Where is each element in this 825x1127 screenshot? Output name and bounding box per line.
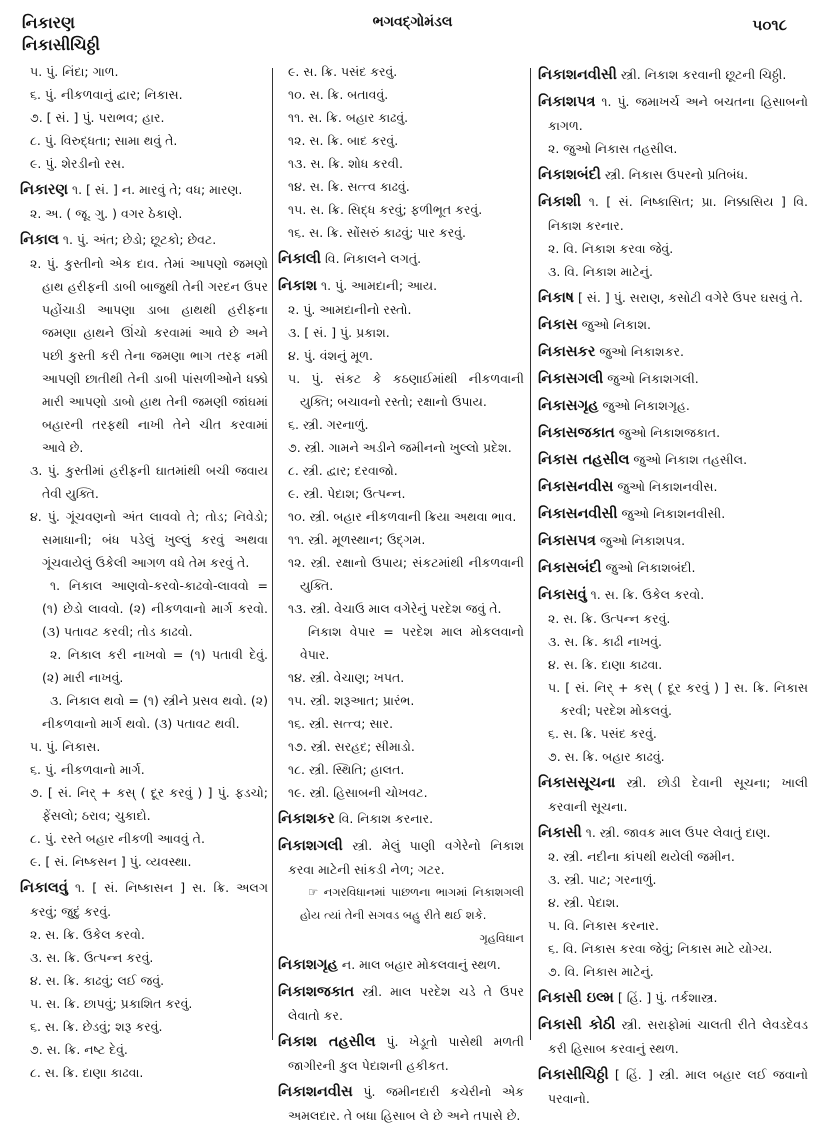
definition-text: ૯. સ. ક્રિ. પસંદ કરવું. — [288, 64, 398, 79]
sense-line — [20, 60, 268, 83]
definition-text: ૩. સ. ક્રિ. ઉત્પન્ન કરવું. — [30, 950, 154, 965]
headword: નિકાશી — [538, 194, 582, 210]
definition-text: ૧૬. સ. ક્રિ. સોંસરું કાઢવું; પાર કરવું. — [288, 225, 466, 240]
dictionary-entry — [538, 340, 808, 364]
definition-text: ૧૪. સ. ક્રિ. સત્ત્વ કાઢવું. — [288, 179, 410, 194]
dictionary-entry — [538, 583, 808, 607]
dictionary-entry — [20, 178, 268, 202]
definition-text: ૩. સ્ત્રી. પાટ; ગરનાળું. — [548, 872, 657, 887]
definition-text: [ હિં. ] સ્ત્રી. માલ બહાર લઈ જવાનો પરવાનો. — [548, 1067, 808, 1106]
sense-line — [278, 413, 524, 436]
sense-line — [20, 735, 268, 758]
definition-text: [ સં. ] પું. સરાણ, કસોટી વગેરે ઉપર ઘસવું તે. — [573, 290, 803, 305]
dictionary-entry — [538, 502, 808, 526]
sense-line — [538, 914, 808, 937]
sense-line — [20, 992, 268, 1015]
definition-text: ૯. સ્ત્રી. પેદાશ; ઉત્પન્ન. — [288, 486, 406, 501]
definition-text: [ હિં. ] પું. તર્કશાસ્ત્ર. — [613, 990, 718, 1005]
dictionary-entry — [538, 313, 808, 337]
definition-text: ૪. સ. ક્રિ. દાણા કાઢવા. — [548, 657, 663, 672]
definition-text: ૧૧. સ. ક્રિ. બહાર કાઢવું. — [288, 110, 409, 125]
dictionary-entry — [538, 1063, 808, 1110]
definition-text: ૧. [ સં. નિષ્કાસન ] સ. ક્રિ. અલગ કરવું; જુદું કરવું. — [30, 880, 268, 919]
headword: નિકાસીચિઠ્ઠી — [538, 1067, 609, 1083]
sense-line — [278, 344, 524, 367]
definition-text: સ્ત્રી. માલ પરદેશ ચડે તે ઉપર લેવાતો કર. — [288, 984, 524, 1023]
headword: નિકાસપત્ર — [538, 533, 596, 549]
sense-line — [20, 202, 268, 225]
headword: નિકાસ તહસીલ — [538, 452, 630, 468]
definition-text: ૯. [ સં. નિષ્કસન ] પું. વ્યવસ્થા. — [30, 854, 192, 869]
headword: નિકાસી કોઠી — [538, 1017, 616, 1033]
headword: નિકાશગલી — [278, 838, 343, 854]
column-divider — [272, 68, 273, 1040]
sense-line — [278, 482, 524, 505]
dictionary-entry — [278, 1030, 524, 1077]
definition-text: ૧. સ. ક્રિ. ઉકેલ કરવો. — [586, 587, 705, 602]
definition-text: પું. ખેડૂતો પાસેથી મળતી જાગીરની કુલ પેદાશની હકીકત. — [288, 1034, 525, 1073]
citation-source — [278, 927, 524, 950]
sense-line — [538, 960, 808, 983]
dictionary-entry — [278, 807, 524, 831]
column-divider — [530, 68, 531, 1040]
headword: નિકાસનવીસ — [538, 479, 614, 495]
definition-text: ૬. સ્ત્રી. ગરનાળું. — [288, 417, 369, 432]
definition-text: ૨. વિ. નિકાશ કરવા જેવું. — [548, 241, 674, 256]
sense-line — [538, 868, 808, 891]
headword: નિકાસજકાત — [538, 425, 615, 441]
dictionary-entry — [538, 986, 808, 1010]
headword: નિકાસકર — [538, 344, 596, 360]
definition-text: સ્ત્રી. સરાફોમાં ચાલતી રીતે લેવડદેવડ કરી હિસાબ કરવાનું સ્થળ. — [548, 1017, 808, 1056]
definition-text: ૩. પું. કુસ્તીમાં હરીફની ઘાતમાંથી બચી જવાય તેવી યુક્તિ. — [30, 463, 268, 501]
definition-text: જુઓ નિકાશ. — [577, 317, 651, 332]
definition-text: ૭. [ સં. નિર્ + કસ્ ( દૂર કરવું ) ] પું. ફડચો; ફેંસલો; ઠરાવ; ચુકાદો. — [30, 785, 268, 823]
sense-line — [538, 937, 808, 960]
dictionary-entry — [538, 63, 808, 87]
sense-line — [538, 630, 808, 653]
definition-text: ગૃહવિધાન — [479, 931, 524, 945]
headword: નિકાસગૃહ — [538, 398, 599, 414]
sense-line — [20, 827, 268, 850]
sense-line — [538, 653, 808, 676]
sense-line — [20, 1061, 268, 1084]
page-number: ૫૦૧૮ — [752, 16, 787, 34]
sense-line — [278, 175, 524, 198]
headword: નિકાશપત્ર — [538, 94, 596, 110]
sense-line — [20, 781, 268, 827]
sense-line — [538, 722, 808, 745]
dictionary-entry — [278, 980, 524, 1027]
sense-line — [538, 676, 808, 722]
definition-text: ૧૨. સ્ત્રી. રક્ષાનો ઉપાય; સંકટમાંથી નીકળવાની યુક્તિ. — [288, 555, 524, 593]
definition-text: ૮. સ્ત્રી. દ્વાર; દરવાજો. — [288, 463, 398, 478]
definition-text: ૧૩. સ્ત્રી. વેચાઉ માલ વગેરેનું પરદેશ જવું તે. — [288, 601, 502, 616]
sense-line — [538, 137, 808, 160]
dictionary-entry — [278, 247, 524, 271]
definition-text: ૭. વિ. નિકાસ માટેનું. — [548, 964, 654, 979]
definition-text: જુઓ નિકાશનવીસી. — [617, 506, 726, 521]
definition-text: ૨. નિકાલ કરી નાખવો = (૧) પતાવી દેવું. (૨) મારી નાખવું. — [42, 647, 268, 685]
headword: નિકાલી — [278, 251, 321, 267]
sense-line — [278, 83, 524, 106]
definition-text: સ્ત્રી. નિકાસ ઉપરનો પ્રતિબંધ. — [600, 167, 749, 182]
sense-line — [20, 1015, 268, 1038]
sense-line — [20, 129, 268, 152]
dictionary-entry — [278, 1080, 524, 1127]
definition-text: જુઓ નિકાશગલી. — [603, 371, 699, 386]
definition-text: ૧૬. સ્ત્રી. સત્ત્વ; સાર. — [288, 716, 394, 731]
definition-text: સ્ત્રી. છોડી દેવાની સૂચના; ખાલી કરવાની સૂચના. — [548, 775, 808, 814]
dictionary-entry — [538, 475, 808, 499]
definition-text: ૪. સ્ત્રી. પેદાશ. — [548, 895, 620, 910]
definition-text: ન. માલ બહાર મોકલવાનું સ્થળ. — [337, 957, 501, 972]
headword: નિકાશગૃહ — [278, 957, 338, 973]
sense-line — [20, 923, 268, 946]
dictionary-entry — [538, 771, 808, 818]
sense-line — [278, 758, 524, 781]
definition-text: ૭. સ. ક્રિ. બહાર કાઢવું. — [548, 749, 665, 764]
sense-line — [278, 152, 524, 175]
definition-text: ૧. [ સં. ] ન. મારવું તે; વધ; મારણ. — [68, 182, 243, 197]
sense-line — [20, 946, 268, 969]
definition-text: ૨. સ્ત્રી. નદીના કાંપથી થયેલી જમીન. — [548, 849, 735, 864]
sense-line — [278, 221, 524, 244]
headword: નિકારણ — [20, 182, 69, 198]
sense-line — [20, 152, 268, 175]
sense-line — [278, 620, 524, 666]
dictionary-entry — [538, 163, 808, 187]
sense-line — [20, 459, 268, 505]
headword: નિકાસગલી — [538, 371, 604, 387]
guide-word-first: નિકારણ — [22, 13, 75, 32]
dictionary-entry — [538, 529, 808, 553]
definition-text: ૩. નિકાલ થવો = (૧) સ્ત્રીને પ્રસવ થવો. (૨) નીકળવાનો માર્ગ થવો. (૩) પતાવટ થવી. — [42, 693, 268, 731]
dictionary-entry — [20, 876, 268, 923]
sense-line — [278, 528, 524, 551]
sense-line — [278, 298, 524, 321]
sense-line — [20, 969, 268, 992]
sense-line — [278, 551, 524, 597]
definition-text: સ્ત્રી. મેલું પાણી વગેરેનો નિકાશ કરવા માટેની સાંકડી નેળ; ગટર. — [288, 838, 524, 877]
sense-line — [20, 643, 268, 689]
definition-text: જુઓ નિકાશપત્ર. — [595, 533, 686, 548]
sense-line — [20, 850, 268, 873]
definition-text: ૬. સ. ક્રિ. પસંદ કરવું. — [548, 726, 657, 741]
sense-line — [538, 607, 808, 630]
sense-line — [538, 237, 808, 260]
definition-text: વિ. નિકાલને લગતું. — [320, 251, 422, 266]
definition-text: ૬. પું. નીકળવાનો માર્ગ. — [30, 762, 145, 777]
headword: નિકાષ — [538, 290, 574, 306]
definition-text: જુઓ નિકાશજકાત. — [614, 425, 721, 440]
sense-line — [20, 758, 268, 781]
sense-line — [278, 597, 524, 620]
definition-text: ૪. પું. વંશનું મૂળ. — [288, 348, 374, 363]
definition-text: ૨. જુઓ નિકાસ તહસીલ. — [548, 141, 678, 156]
definition-text: ૫. પું. નિંદા; ગાળ. — [30, 64, 119, 79]
definition-text: ૫. પું. નિકાસ. — [30, 739, 101, 754]
sense-line — [278, 367, 524, 413]
sense-line — [278, 436, 524, 459]
definition-text: ૧૨. સ. ક્રિ. બાદ કરવું. — [288, 133, 399, 148]
definition-text: જુઓ નિકાશનવીસ. — [613, 479, 718, 494]
sense-line — [538, 891, 808, 914]
definition-text: ૧૦. સ. ક્રિ. બતાવવું. — [288, 87, 389, 102]
definition-text: ૬. સ. ક્રિ. છેડવું; શરૂ કરવું. — [30, 1019, 163, 1034]
dictionary-entry — [278, 953, 524, 977]
sense-line — [278, 712, 524, 735]
definition-text: ૧. પું. આમદાની; આય. — [317, 278, 438, 293]
headword: નિકાશનવીસી — [538, 67, 617, 83]
definition-text: જુઓ નિકાશગૃહ. — [598, 398, 690, 413]
headword: નિકાશ તહસીલ — [278, 1034, 376, 1050]
sense-line — [278, 735, 524, 758]
definition-text: ૮. સ. ક્રિ. દાણા કાઢવા. — [30, 1065, 144, 1080]
headword: નિકાસ — [538, 317, 578, 333]
dictionary-entry — [538, 394, 808, 418]
sense-line — [20, 689, 268, 735]
definition-text: ૨. સ. ક્રિ. ઉકેલ કરવો. — [30, 927, 145, 942]
definition-text: ૫. સ. ક્રિ. છાપવું; પ્રકાશિત કરવું. — [30, 996, 193, 1011]
definition-text: ૬. પું. નીકળવાનું દ્વાર; નિકાસ. — [30, 87, 183, 102]
definition-text: જુઓ નિકાશ તહસીલ. — [629, 452, 748, 467]
definition-text: ૨. સ. ક્રિ. ઉત્પન્ન કરવું. — [548, 611, 671, 626]
definition-text: ૧૩. સ. ક્રિ. શોધ કરવી. — [288, 156, 403, 171]
headword: નિકાલ — [20, 232, 59, 248]
definition-text: ૧. નિકાલ આણવો-કરવો-કાઢવો-લાવવો = (૧) છેડો લાવવો. (૨) નીકળવાનો માર્ગ કરવો. (૩) પતાવટ કરવી; તોડ કાઢવો. — [42, 578, 268, 639]
dictionary-entry — [538, 556, 808, 580]
definition-text: પું. જમીનદારી કચેરીનો એક અમલદાર. તે બધા હિસાબ લે છે અને તપાસે છે. — [288, 1084, 524, 1123]
headword: નિકાસસૂચના — [538, 775, 616, 791]
guide-word-last: નિકાસીચિઠ્ઠી — [22, 35, 100, 54]
definition-text: ☞ નગરવિધાનમાં પાછળના ભાગમાં નિકાશગલી હોય ત્યાં તેની સગવડ બહુ રીતે થઈ શકે. — [300, 885, 524, 922]
definition-text: ૩. વિ. નિકાશ માટેનું. — [548, 264, 653, 279]
column-2 — [278, 60, 524, 1127]
definition-text: ૪. પું. ગૂંચવણનો અંત લાવવો તે; તોડ; નિવેડો; સમાધાની; બંધ પડેલું ખુલ્લું કરવું અથવા ગૂંચવાયેલું ઉકેલી આગળ વધે તેમ કરવું તે. — [30, 509, 268, 570]
definition-text: ૧૫. સ. ક્રિ. સિદ્ધ કરવું; ફળીભૂત કરવું. — [288, 202, 483, 217]
definition-text: ૧૭. સ્ત્રી. સરહદ; સીમાડો. — [288, 739, 415, 754]
dictionary-entry — [538, 1013, 808, 1060]
definition-text: ૫. પું. સંકટ કે કઠણાઈમાંથી નીકળવાની યુક્તિ; બચાવનો રસ્તો; રક્ષાનો ઉપાય. — [288, 371, 524, 409]
definition-text: ૧. પું. જમાખર્ચ અને બચતના હિસાબનો કાગળ. — [548, 94, 808, 133]
definition-text: સ્ત્રી. નિકાશ કરવાની છૂટની ચિઠ્ઠી. — [616, 67, 787, 82]
sense-line — [278, 106, 524, 129]
definition-text: ૨. પું. કુસ્તીનો એક દાવ. તેમાં આપણો જમણો હાથ હરીફની ડાબી બાજુથી તેની ગરદન ઉપર પહોંચાડી આપણા ડાબા હાથથી હરીફના જમણા હાથને ઊંચો કરવામાં આવે છે અને પછી કુસ્તી કરી તેના જમણા ભાગ તરફ નમી આપણી છાતીથી તેની ડાબી પાંસળીઓને ધક્કો મારી આપણો ડાબો હાથ તેની જમણી જાંઘમાં બહારની તરફથી નાખી તેને ચીત કરવામાં આવે છે. — [30, 256, 268, 455]
sense-line — [20, 1038, 268, 1061]
definition-text: ૩. [ સં. ] પું. પ્રકાશ. — [288, 325, 390, 340]
definition-text: ૧૫. સ્ત્રી. શરૂઆત; પ્રારંભ. — [288, 693, 415, 708]
headword: નિકાશબંદી — [538, 167, 601, 183]
definition-text: ૧. સ્ત્રી. જાવક માલ ઉપર લેવાતું દાણ. — [581, 825, 771, 840]
column-3 — [538, 60, 808, 1110]
sense-line — [278, 505, 524, 528]
sense-line — [278, 198, 524, 221]
definition-text: ૧. [ સં. નિષ્કાસિત; પ્રા. નિક્કાસિય ] વિ. નિકાશ કરનાર. — [548, 194, 808, 233]
dictionary-entry — [538, 90, 808, 137]
headword: નિકાલવું — [20, 880, 68, 896]
definition-text: ૨. અ. ( જૂ. ગુ. ) વગર ઠેકાણે. — [30, 206, 183, 221]
headword: નિકાસબંદી — [538, 560, 602, 576]
headword: નિકાશકર — [278, 811, 335, 827]
definition-text: વિ. નિકાશ કરનાર. — [334, 811, 434, 826]
dictionary-entry — [538, 190, 808, 237]
definition-text: ૪. સ. ક્રિ. કાઢવું; લઈ જવું. — [30, 973, 165, 988]
sense-line — [278, 459, 524, 482]
definition-text: જુઓ નિકાશકર. — [595, 344, 684, 359]
sense-line — [278, 666, 524, 689]
definition-text: ૭. [ સં. ] પું. પરાભવ; હાર. — [30, 110, 165, 125]
definition-text: ૫. [ સં. નિર્ + કસ્ ( દૂર કરવું ) ] સ. ક્રિ. નિકાસ કરવી; પરદેશ મોકલવું. — [548, 680, 808, 718]
definition-text: નિકાશ વેપાર = પરદેશ માલ મોકલવાનો વેપાર. — [300, 624, 524, 662]
sense-line — [538, 745, 808, 768]
headword: નિકાસી ઇલ્મ — [538, 990, 614, 1006]
definition-text: ૫. વિ. નિકાસ કરનાર. — [548, 918, 659, 933]
definition-text: ૭. સ્ત્રી. ગામને અડીને જમીનનો ખુલ્લો પ્રદેશ. — [288, 440, 512, 455]
headword: નિકાશનવીસ — [278, 1084, 353, 1100]
sense-line — [20, 505, 268, 574]
dictionary-entry — [538, 367, 808, 391]
sense-line — [278, 129, 524, 152]
sense-line — [20, 106, 268, 129]
definition-text: ૮. પું. વિરુદ્ધતા; સામા થવું તે. — [30, 133, 178, 148]
sense-line — [538, 845, 808, 868]
sense-line — [278, 321, 524, 344]
definition-text: ૨. પું. આમદાનીનો રસ્તો. — [288, 302, 412, 317]
definition-text: ૧. પું. અંત; છેડો; છૂટકો; છેવટ. — [58, 232, 217, 247]
sense-line — [278, 689, 524, 712]
sense-line — [20, 83, 268, 106]
page-title: ભગવદ્ગોમંડલ — [372, 14, 453, 30]
definition-text: ૬. વિ. નિકાસ કરવા જેવું; નિકાસ માટે યોગ્ય. — [548, 941, 773, 956]
dictionary-entry — [538, 821, 808, 845]
usage-quote — [278, 881, 524, 927]
sense-line — [20, 252, 268, 459]
column-1 — [20, 60, 268, 1084]
sense-line — [538, 260, 808, 283]
definition-text: ૧૧. સ્ત્રી. મૂળસ્થાન; ઉદ્ગમ. — [288, 532, 426, 547]
definition-text: ૧૦. સ્ત્રી. બહાર નીકળવાની ક્રિયા અથવા ભાવ. — [288, 509, 517, 524]
dictionary-entry — [278, 834, 524, 881]
definition-text: ૧૪. સ્ત્રી. વેચાણ; ખપત. — [288, 670, 405, 685]
headword: નિકાસવું — [538, 587, 587, 603]
dictionary-entry — [538, 286, 808, 310]
dictionary-entry — [538, 448, 808, 472]
dictionary-entry — [20, 228, 268, 252]
definition-text: ૧૮. સ્ત્રી. સ્થિતિ; હાલત. — [288, 762, 405, 777]
dictionary-entry — [538, 421, 808, 445]
definition-text: ૮. પું. રસ્તે બહાર નીકળી આવવું તે. — [30, 831, 205, 846]
headword: નિકાસી — [538, 825, 582, 841]
sense-line — [278, 781, 524, 804]
definition-text: જુઓ નિકાશબંદી. — [601, 560, 696, 575]
definition-text: ૧૯. સ્ત્રી. હિસાબની ચોખવટ. — [288, 785, 428, 800]
dictionary-entry — [278, 274, 524, 298]
definition-text: ૭. સ. ક્રિ. નષ્ટ દેવું. — [30, 1042, 128, 1057]
sense-line — [278, 60, 524, 83]
definition-text: ૯. પું. શેરડીનો રસ. — [30, 156, 125, 171]
headword: નિકાશજકાત — [278, 984, 355, 1000]
sense-line — [20, 574, 268, 643]
headword: નિકાસનવીસી — [538, 506, 618, 522]
headword: નિકાશ — [278, 278, 318, 294]
definition-text: ૩. સ. ક્રિ. કાઢી નાખવું. — [548, 634, 662, 649]
